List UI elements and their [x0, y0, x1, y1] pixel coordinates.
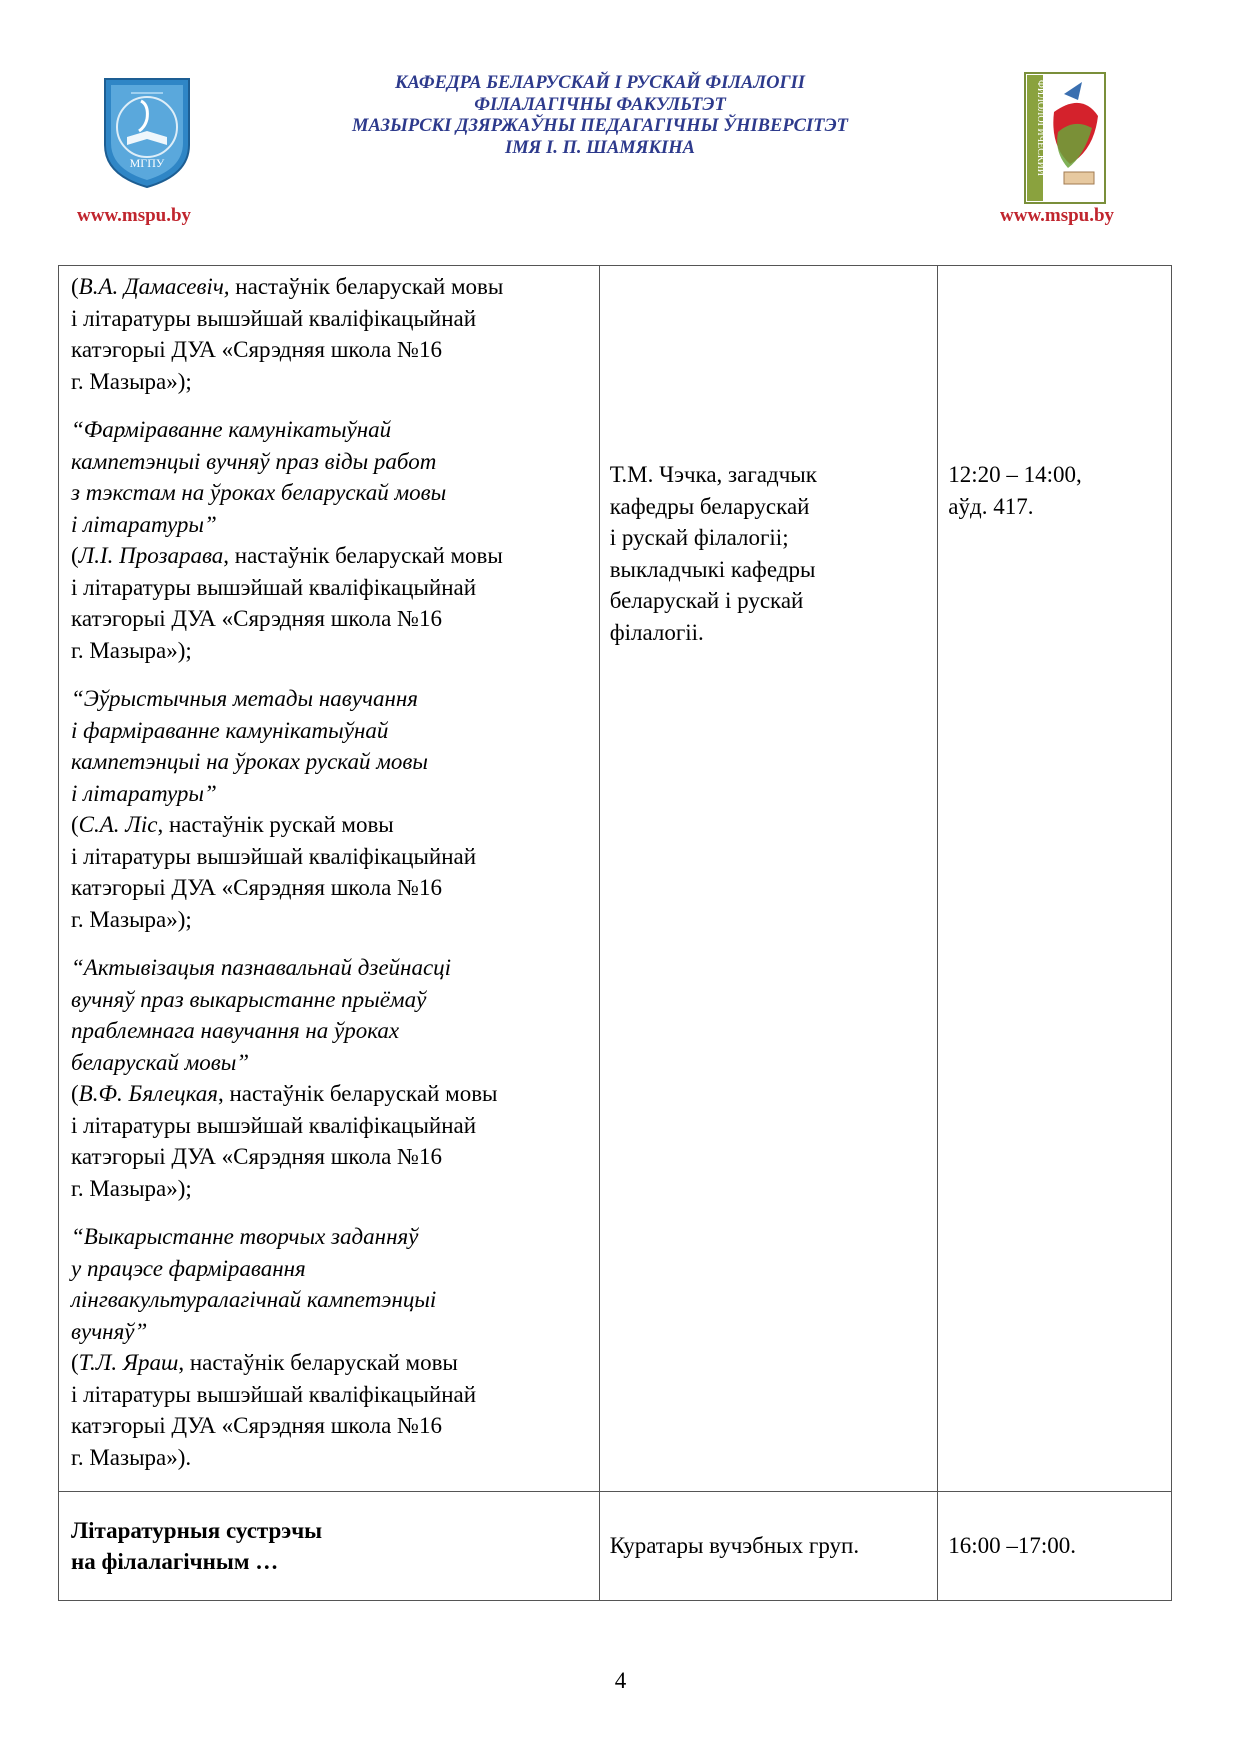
talk-title-line: “Эўрыстычныя метады навучання [71, 686, 418, 711]
talk-title-line: вучняў” [71, 1318, 148, 1344]
events-cell [59, 1492, 600, 1601]
responsible-line: філалогіі. [609, 619, 704, 645]
header-line: ФІЛАЛАГІЧНЫ ФАКУЛЬТЭТ [474, 94, 726, 115]
event-entry [59, 266, 599, 397]
speaker-line: катэгорыі ДУА «Сярэдняя школа №16 [71, 875, 442, 900]
responsible-text: Куратары вучэбных груп. [609, 1533, 860, 1559]
talk-title-line: і літаратуры” [71, 780, 217, 806]
speaker-line: і літаратуры вышэйшай кваліфікацыйнай [71, 1381, 477, 1407]
header-title [250, 73, 950, 159]
talk-title-line: у працэсе фарміравання [71, 1255, 306, 1281]
event-title [59, 1515, 599, 1578]
talk-title-line: з тэкстам на ўроках беларускай мовы [71, 480, 447, 505]
event-entry [59, 1216, 599, 1473]
event-title-line: Літаратурныя сустрэчы [71, 1517, 323, 1543]
talk-title-line: праблемнага навучання на ўроках [71, 1018, 400, 1043]
speaker-line: катэгорыі ДУА «Сярэдняя школа №16 [71, 337, 442, 362]
talk-title-line: вучняў праз выкарыстанне прыёмаў [71, 986, 427, 1012]
responsible-line: выкладчыкі кафедры [609, 556, 816, 582]
time-line: аўд. 417. [948, 493, 1034, 519]
header-line: ІМЯ І. П. ШАМЯКІНА [505, 137, 695, 158]
time-cell [938, 1492, 1172, 1601]
speaker-line: катэгорыі ДУА «Сярэдняя школа №16 [71, 1413, 442, 1438]
speaker-line: г. Мазыра»); [71, 906, 192, 932]
header-line: КАФЕДРА БЕЛАРУСКАЙ І РУСКАЙ ФІЛАЛОГІІ [394, 73, 806, 93]
events-cell [59, 266, 600, 1492]
speaker-line: (С.А. Ліс, настаўнік рускай мовы [71, 812, 394, 837]
speaker-line: і літаратуры вышэйшай кваліфікацыйнай [71, 574, 477, 600]
table-row [59, 1492, 1172, 1601]
speaker-line: катэгорыі ДУА «Сярэдняя школа №16 [71, 606, 442, 631]
speaker-line: (В.А. Дамасевіч, настаўнік беларускай мовы [71, 274, 504, 299]
speaker-line: (В.Ф. Бялецкая, настаўнік беларускай мовы [71, 1081, 498, 1106]
responsible-cell [599, 266, 938, 1492]
table-row [59, 266, 1172, 1492]
responsible-text [600, 266, 938, 648]
faculty-logo [1024, 72, 1106, 204]
site-link-right[interactable]: www.mspu.by [1000, 205, 1115, 226]
speaker-line: і літаратуры вышэйшай кваліфікацыйнай [71, 305, 477, 331]
speaker-line: г. Мазыра»). [71, 1444, 192, 1470]
university-logo [101, 75, 193, 190]
page-number: 4 [614, 1668, 627, 1693]
speaker-name: В.А. Дамасевіч, [78, 274, 230, 299]
speaker-line: г. Мазыра»); [71, 637, 192, 663]
speaker-name: С.А. Ліс [78, 812, 158, 837]
site-link-left[interactable]: www.mspu.by [77, 205, 192, 226]
time-text: 16:00 –17:00. [948, 1533, 1077, 1559]
responsible-line: беларускай і рускай [609, 588, 804, 613]
time-text [938, 266, 1171, 522]
talk-title-line: і літаратуры” [71, 511, 217, 537]
responsible-cell [599, 1492, 938, 1601]
speaker-line: і літаратуры вышэйшай кваліфікацыйнай [71, 843, 477, 869]
header-line: МАЗЫРСКІ ДЗЯРЖАЎНЫ ПЕДАГАГІЧНЫ ЎНІВЕРСІТЭТ [352, 116, 848, 136]
speaker-name: Л.І. Прозарава [78, 543, 224, 568]
event-entry [59, 947, 599, 1204]
talk-title-line: “Актывізацыя пазнавальнай дзейнасці [71, 955, 452, 980]
talk-title-line: беларускай мовы” [71, 1049, 250, 1075]
event-title-line: на філалагічным … [71, 1549, 279, 1574]
time-line: 12:20 – 14:00, [948, 462, 1082, 487]
responsible-line: Т.М. Чэчка, загадчык [609, 462, 817, 487]
speaker-line: і літаратуры вышэйшай кваліфікацыйнай [71, 1112, 477, 1138]
speaker-line: г. Мазыра»); [71, 1175, 192, 1201]
svg-text:МГПУ: МГПУ [129, 156, 165, 170]
talk-title-line: “Выкарыстанне творчых заданняў [71, 1224, 419, 1249]
responsible-line: кафедры беларускай [609, 493, 810, 519]
schedule-table [58, 265, 1172, 1601]
event-entry [59, 678, 599, 935]
talk-title-line: “Фарміраванне камунікатыўнай [71, 417, 392, 442]
svg-text:ФИЛОЛОГИЧЕСКИЙ: ФИЛОЛОГИЧЕСКИЙ [1035, 80, 1046, 177]
speaker-line: (Т.Л. Яраш, настаўнік беларускай мовы [71, 1350, 458, 1375]
speaker-name: Т.Л. Яраш [78, 1350, 179, 1375]
talk-title-line: кампетэнцыі на ўроках рускай мовы [71, 749, 428, 774]
speaker-line: (Л.І. Прозарава, настаўнік беларускай мовы [71, 543, 503, 568]
event-entry [59, 409, 599, 666]
speaker-name: В.Ф. Бялецкая [78, 1081, 218, 1106]
speaker-line: катэгорыі ДУА «Сярэдняя школа №16 [71, 1144, 442, 1169]
talk-title-line: кампетэнцыі вучняў праз віды работ [71, 448, 437, 474]
talk-title-line: і фарміраванне камунікатыўнай [71, 717, 389, 743]
speaker-line: г. Мазыра»); [71, 368, 192, 394]
time-cell [938, 266, 1172, 1492]
responsible-line: і рускай філалогіі; [609, 525, 789, 550]
talk-title-line: лінгвакультуралагічнай кампетэнцыі [71, 1287, 437, 1312]
